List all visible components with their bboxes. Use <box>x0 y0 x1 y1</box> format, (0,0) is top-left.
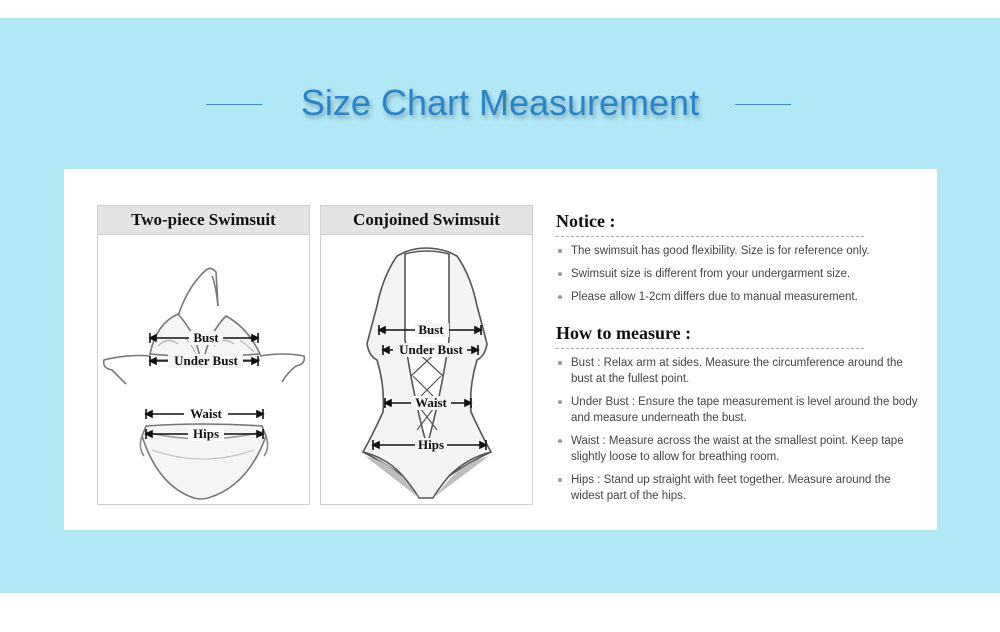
two-piece-hips-label: Hips <box>192 426 220 441</box>
how-to-item: Under Bust : Ensure the tape measurement is level around the body and measure underneath the bust. <box>556 394 926 426</box>
conjoined-panel <box>320 205 533 505</box>
how-to-item: Waist : Measure across the waist at the smallest point. Keep tape slightly loose to allow for breathing room. <box>556 433 926 465</box>
conjoined-under-bust-label: Under Bust <box>399 342 463 357</box>
notice-title: Notice : <box>556 211 864 237</box>
two-piece-illustration <box>98 236 309 504</box>
two-piece-waist-label: Waist <box>190 406 222 421</box>
size-chart-card <box>64 169 937 530</box>
notice-item: Swimsuit size is different from your undergarment size. <box>556 266 926 282</box>
info-column <box>556 211 926 511</box>
notice-item: The swimsuit has good flexibility. Size is for reference only. <box>556 243 926 259</box>
notice-item: Please allow 1-2cm differs due to manual measurement. <box>556 289 926 305</box>
conjoined-hips-label: Hips <box>417 437 445 452</box>
how-to-title: How to measure : <box>556 323 864 349</box>
conjoined-waist-label: Waist <box>415 395 447 410</box>
how-to-item: Bust : Relax arm at sides. Measure the circumference around the bust at the fullest point. <box>556 355 926 387</box>
title-divider-left <box>206 104 262 105</box>
conjoined-bust-label: Bust <box>418 322 444 337</box>
title-divider-right <box>735 104 791 105</box>
two-piece-under-bust-label: Under Bust <box>174 353 238 368</box>
header <box>0 80 1000 130</box>
two-piece-bust-label: Bust <box>193 330 219 345</box>
page-title: Size Chart Measurement <box>300 82 700 123</box>
two-piece-title: Two-piece Swimsuit <box>98 206 309 235</box>
conjoined-title: Conjoined Swimsuit <box>321 206 532 235</box>
how-to-item: Hips : Stand up straight with feet together. Measure around the widest part of the hips. <box>556 472 926 504</box>
conjoined-illustration <box>321 236 532 504</box>
how-to-list <box>556 355 926 504</box>
notice-list <box>556 243 926 305</box>
two-piece-panel <box>97 205 310 505</box>
